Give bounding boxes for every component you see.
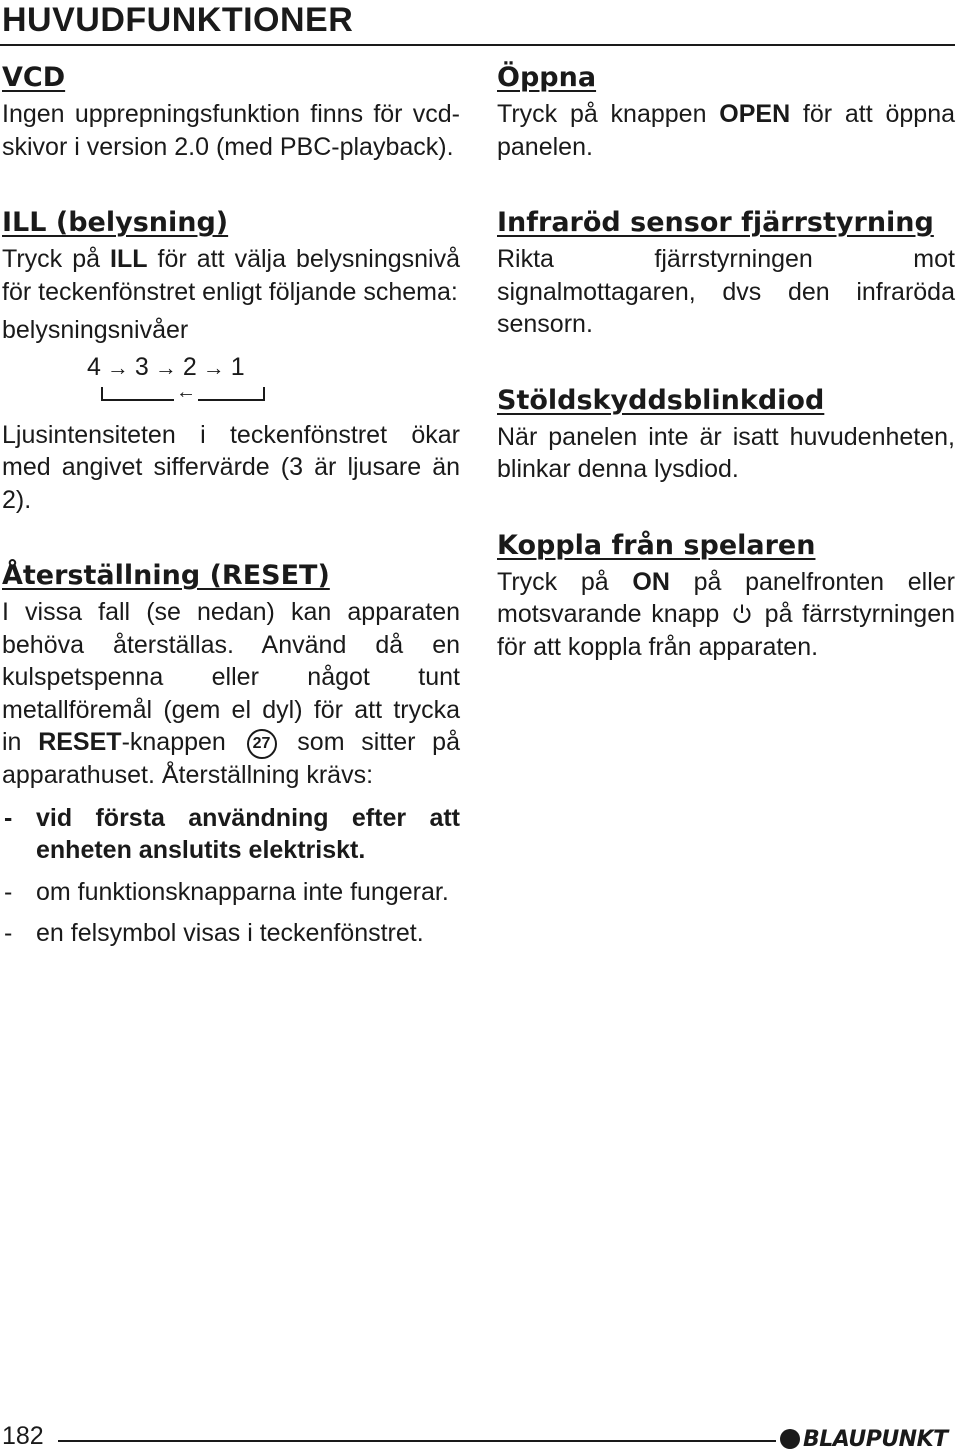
section-open	[497, 58, 955, 163]
key-ill: ILL	[110, 245, 148, 273]
arrow-left-icon: ←	[176, 380, 196, 403]
reset-requirements-list	[2, 802, 460, 950]
heading-open: Öppna	[497, 62, 597, 93]
level-1: 1	[230, 352, 245, 381]
heading-reset: Återställning (RESET)	[2, 560, 330, 591]
heading-ill: ILL (belysning)	[2, 207, 229, 238]
brand-dot-icon	[780, 1429, 800, 1449]
levels-diagram	[2, 347, 460, 419]
key-reset: RESET	[38, 728, 122, 756]
right-column	[497, 58, 955, 663]
section-vcd	[2, 58, 460, 163]
section-ill	[2, 203, 460, 516]
arrow-right-icon: →	[106, 354, 129, 380]
arrow-right-icon: →	[202, 354, 225, 380]
section-switch-off	[497, 526, 955, 664]
footer-rule	[58, 1440, 776, 1442]
text-switch-off: Tryck på ON på panelfronten eller motsvarande knapp på färrstyrningen för att koppla från apparaten.	[497, 567, 956, 661]
text-ir-sensor: Rikta fjärrstyrningen mot signalmottagaren, dvs den infraröda sensorn.	[497, 245, 955, 338]
page-title: HUVUDFUNKTIONER	[2, 1, 354, 39]
level-3: 3	[134, 352, 149, 381]
arrow-right-icon: →	[154, 354, 177, 380]
list-item: - en felsymbol visas i teckenfönstret.	[4, 919, 424, 947]
power-icon	[731, 603, 753, 625]
list-item: - om funktionsknapparna inte fungerar.	[4, 877, 449, 906]
reference-number-badge: 27	[247, 729, 277, 759]
heading-vcd: VCD	[2, 62, 66, 93]
heading-switch-off: Koppla från spelaren	[497, 529, 816, 561]
level-2: 2	[182, 352, 197, 381]
text-theft-led: När panelen inte är isatt huvudenheten, blinkar denna lysdiod.	[497, 422, 955, 483]
heading-ir-sensor: Infraröd sensor fjärrstyrning	[497, 207, 934, 238]
text-ill-note: Ljusintensiteten i teckenfönstret ökar med angivet siffervärde (3 är ljusare än 2).	[2, 420, 460, 514]
page-number: 182	[2, 1422, 44, 1450]
text-open: Tryck på knappen OPEN för att öppna panelen.	[497, 100, 955, 161]
brand-name: BLAUPUNKT	[803, 1426, 948, 1452]
section-reset	[2, 556, 460, 950]
list-item: - vid första användning efter att enheten anslutits elektriskt.	[4, 803, 460, 864]
brand-logo	[780, 1424, 948, 1454]
text-reset: I vissa fall (se nedan) kan apparaten behöva återställas. Använd då en kulspetspenna eller något tunt metallföremål (gem el dyl) för att trycka in RESET-knappen 27 som sitter på apparathuset. Återställning krävs:	[2, 598, 460, 789]
section-ir-sensor	[497, 203, 955, 341]
key-open: OPEN	[719, 100, 791, 128]
text-vcd: Ingen upprepningsfunktion finns för vcd-skivor i version 2.0 (med PBC-playback).	[2, 100, 460, 161]
key-on: ON	[632, 567, 670, 596]
text-ill: Tryck på ILL för att välja belysningsnivå för teckenfönstret enligt följande schema:	[2, 245, 460, 306]
left-column	[2, 58, 460, 959]
section-theft-led	[497, 381, 955, 486]
heading-theft-led: Stöldskyddsblinkdiod	[497, 384, 825, 416]
title-rule	[0, 44, 955, 46]
levels-label: belysningsnivåer	[2, 316, 189, 344]
level-4: 4	[87, 352, 101, 381]
